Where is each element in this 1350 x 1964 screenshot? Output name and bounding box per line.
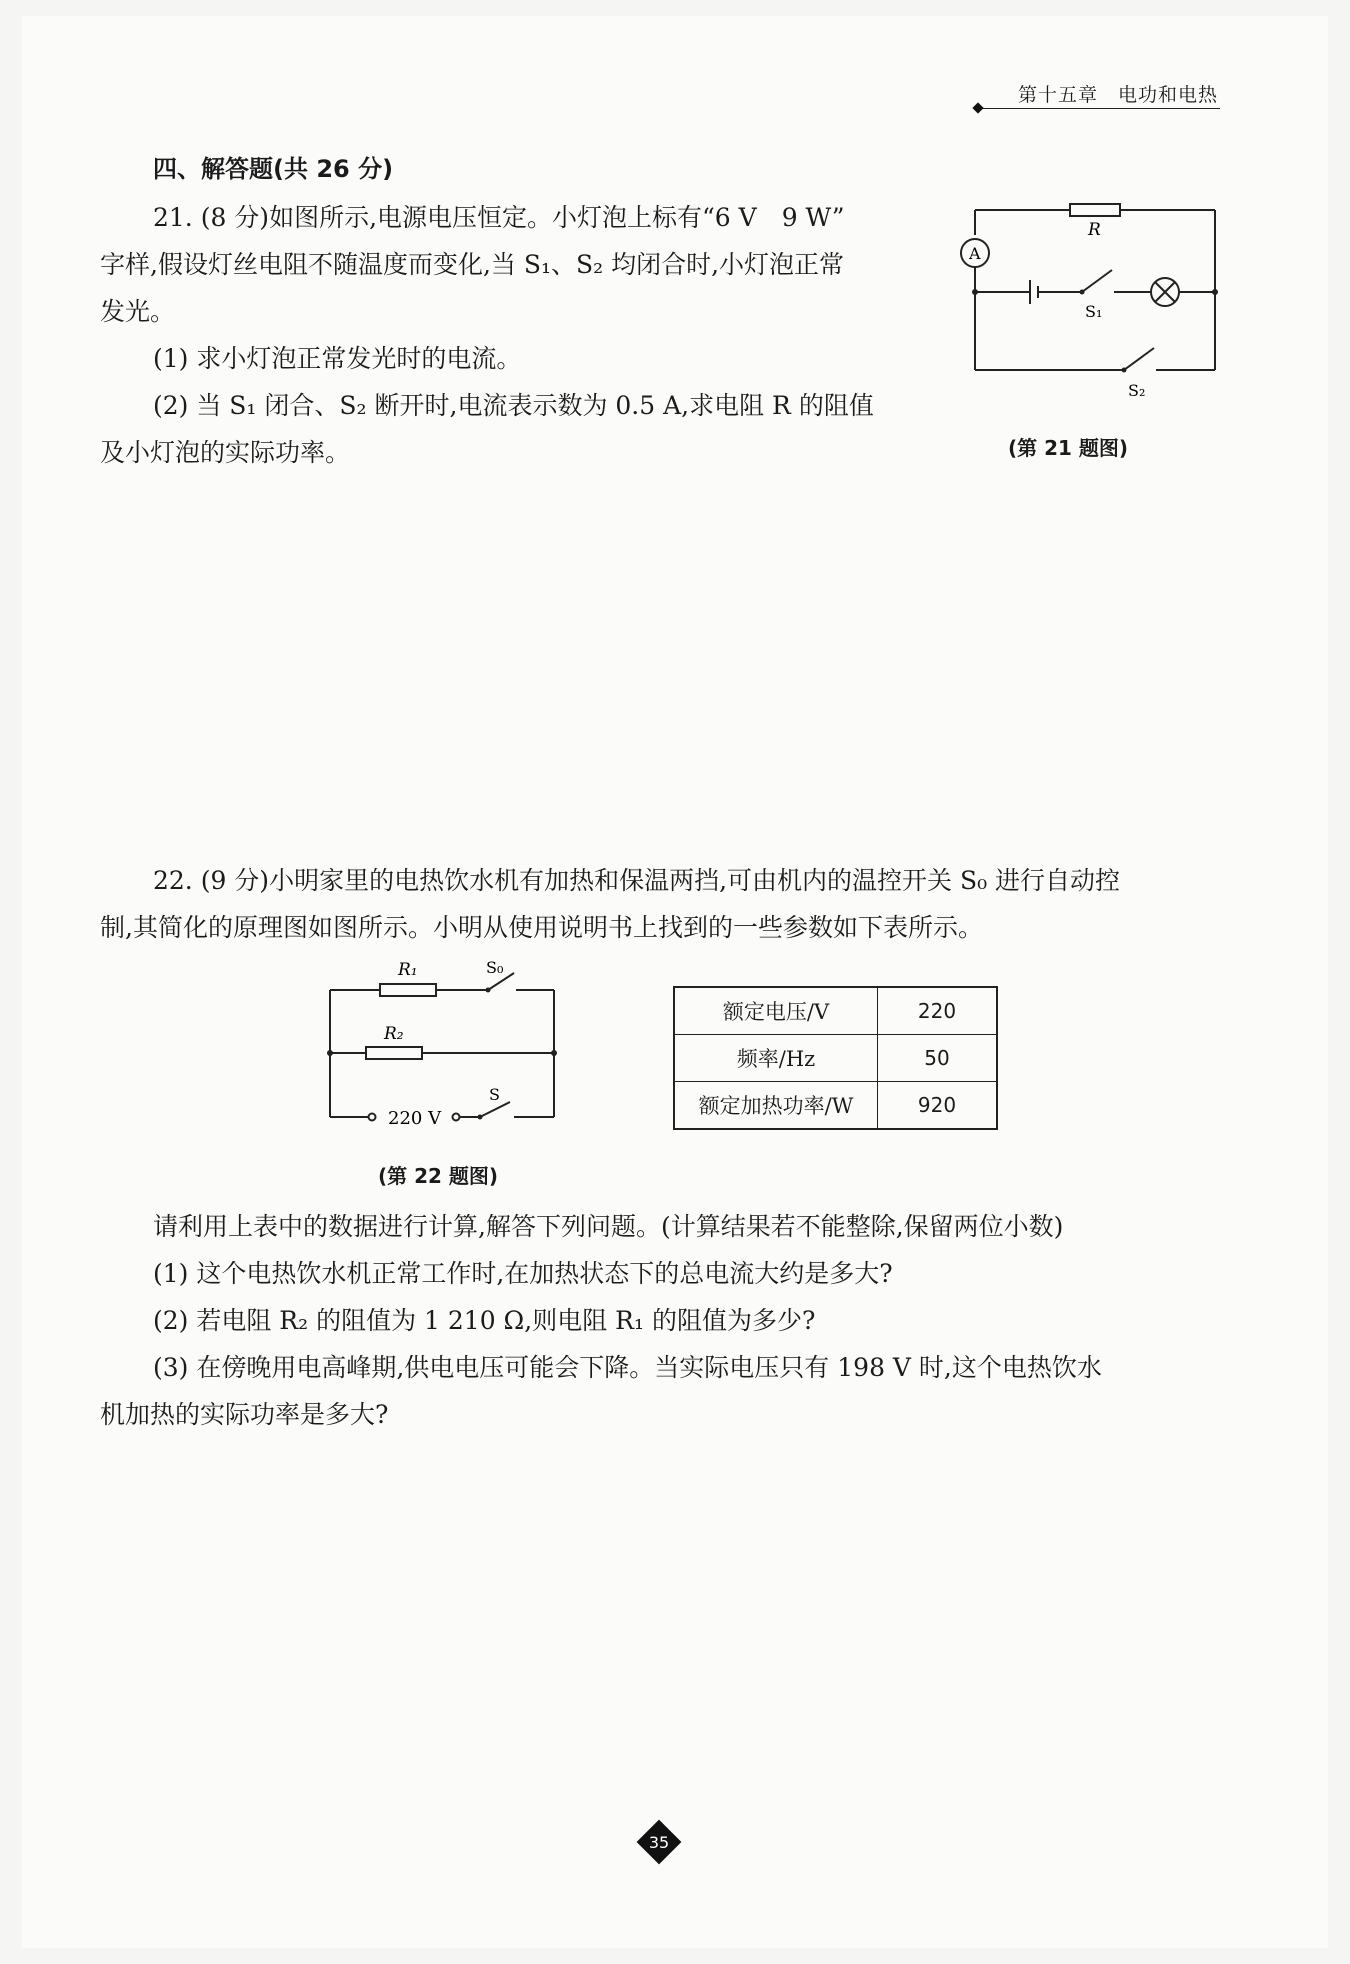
q21-sub-2b: 及小灯泡的实际功率。	[100, 438, 351, 467]
running-header	[974, 80, 1220, 110]
table-cell-label: 额定电压/V	[674, 987, 878, 1035]
q22-sub-1: (1) 这个电热饮水机正常工作时,在加热状态下的总电流大约是多大?	[153, 1259, 893, 1288]
parameter-table	[673, 986, 998, 1130]
q22-line-2: 制,其简化的原理图如图所示。小明从使用说明书上找到的一些参数如下表所示。	[100, 913, 983, 942]
q21-line-3: 发光。	[100, 297, 176, 326]
page-number-badge	[637, 1820, 681, 1864]
label-s1: S₁	[1085, 302, 1103, 321]
q21-sub-1: (1) 求小灯泡正常发光时的电流。	[153, 344, 522, 373]
section-title: 四、解答题(共 26 分)	[153, 155, 394, 183]
page-number: 35	[648, 1832, 670, 1852]
q22-sub-3b: 机加热的实际功率是多大?	[100, 1400, 389, 1429]
label-s2: S₂	[1128, 381, 1146, 400]
table-row	[674, 1035, 997, 1082]
q21-circuit-diagram	[950, 195, 1230, 415]
table-row	[674, 1082, 997, 1130]
q21-line-2: 字样,假设灯丝电阻不随温度而变化,当 S₁、S₂ 均闭合时,小灯泡正常	[100, 250, 845, 279]
q22-line-1: 22. (9 分)小明家里的电热饮水机有加热和保温两挡,可由机内的温控开关 S₀ 进行自动控	[153, 866, 1121, 895]
table-row	[674, 987, 997, 1035]
resistor-r1	[380, 984, 436, 996]
switch-s2	[1124, 348, 1154, 370]
table-cell-value: 50	[878, 1035, 998, 1082]
q22-intro: 请利用上表中的数据进行计算,解答下列问题。(计算结果若不能整除,保留两位小数)	[153, 1212, 1064, 1241]
label-ammeter: A	[969, 244, 981, 263]
label-r2: R₂	[384, 1024, 404, 1044]
table-cell-value: 220	[878, 987, 998, 1035]
q21-figure-caption: (第 21 题图)	[1008, 436, 1129, 460]
label-r1: R₁	[398, 960, 418, 980]
switch-s	[480, 1102, 510, 1117]
header-rule	[980, 108, 1220, 109]
q22-figure-caption: (第 22 题图)	[378, 1164, 499, 1188]
table-cell-label: 额定加热功率/W	[674, 1082, 878, 1130]
q22-sub-2: (2) 若电阻 R₂ 的阻值为 1 210 Ω,则电阻 R₁ 的阻值为多少?	[153, 1306, 816, 1335]
label-voltage: 220 V	[388, 1108, 442, 1129]
label-s: S	[489, 1085, 500, 1104]
table-cell-label: 频率/Hz	[674, 1035, 878, 1082]
q21-line-1: 21. (8 分)如图所示,电源电压恒定。小灯泡上标有“6 V 9 W”	[153, 203, 845, 232]
label-r: R	[1088, 220, 1101, 240]
resistor-r2	[366, 1047, 422, 1059]
resistor-r	[1070, 204, 1120, 216]
q21-sub-2a: (2) 当 S₁ 闭合、S₂ 断开时,电流表示数为 0.5 A,求电阻 R 的阻值	[153, 391, 874, 420]
switch-s1	[1082, 270, 1112, 292]
label-s0: S₀	[486, 958, 504, 977]
chapter-title: 第十五章 电功和电热	[1017, 84, 1218, 106]
q22-sub-3a: (3) 在傍晚用电高峰期,供电电压可能会下降。当实际电压只有 198 V 时,这个电热饮水	[153, 1353, 1102, 1382]
q22-circuit-diagram	[320, 955, 570, 1135]
table-cell-value: 920	[878, 1082, 998, 1130]
